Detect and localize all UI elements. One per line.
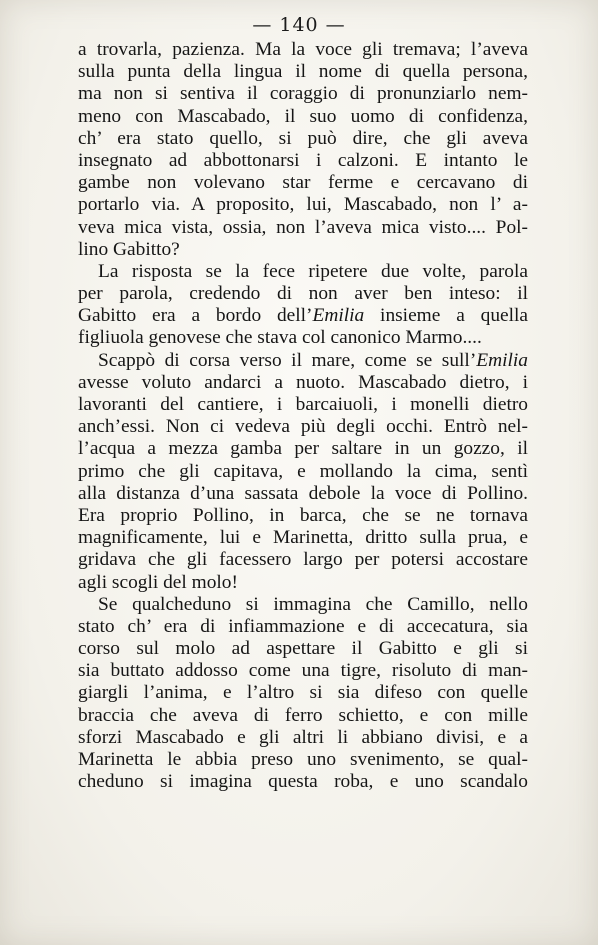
italic-title: Emilia	[312, 305, 365, 327]
text-line: veva mica vista, ossia, non l’aveva mica visto.... Pol-	[78, 216, 528, 238]
text-line: gambe non volevano star ferme e cercavano di	[78, 172, 528, 194]
text-line: insegnato ad abbottonarsi i calzoni. E intanto le	[78, 149, 528, 171]
text-segment: Gabitto era a bordo dell’	[78, 305, 313, 327]
text-line: magnificamente, lui e Marinetta, dritto sulla prua, e	[78, 527, 528, 549]
text-line: Se qualcheduno si immagina che Camillo, nello	[98, 593, 528, 615]
text-line: cheduno si imagina questa roba, e uno scandalo	[78, 771, 528, 793]
italic-title: Emilia	[476, 349, 528, 371]
text-line: lavoranti del cantiere, i barcaiuoli, i monelli dietro	[78, 394, 528, 415]
text-line: anch’essi. Non ci vedeva più degli occhi. Entrò nel-	[78, 416, 528, 438]
text-line: gridava che gli facessero largo per potersi accostare	[78, 549, 528, 571]
text-line: ch’ era stato quello, si può dire, che gli aveva	[78, 127, 528, 149]
text-line: sulla punta della lingua il nome di quella persona,	[78, 61, 528, 83]
text-line: l’acqua a mezza gamba per saltare in un gozzo, il	[78, 438, 528, 460]
text-line	[78, 350, 528, 372]
text-line: ma non si sentiva il coraggio di pronunziarlo nem-	[78, 83, 528, 105]
text-segment: insieme a quella	[364, 305, 529, 327]
text-line: Marinetta le abbia preso uno svenimento, se qual-	[78, 749, 528, 770]
text-line: per parola, credendo di non aver ben inteso: il	[78, 283, 528, 305]
body-text	[78, 39, 528, 793]
text-line: meno con Mascabado, il suo uomo di confidenza,	[78, 105, 528, 127]
text-line: giargli l’anima, e l’altro si sia difeso con quelle	[78, 682, 528, 704]
text-line: stato ch’ era di infiammazione e di accecatura, sia	[78, 615, 528, 637]
text-line: sforzi Mascabado e gli altri li abbiano divisi, e a	[78, 726, 528, 748]
text-line: lino Gabitto?	[78, 238, 180, 260]
text-line	[78, 305, 528, 327]
page-number: — 140 —	[252, 14, 346, 36]
text-line: figliuola genovese che stava col canonico Marmo....	[78, 327, 482, 349]
text-line: avesse voluto andarci a nuoto. Mascabado dietro, i	[78, 371, 528, 393]
text-line: Era proprio Pollino, in barca, che se ne tornava	[78, 504, 528, 526]
text-line: La risposta se la fece ripetere due volte, parola	[98, 260, 528, 282]
text-line: a trovarla, pazienza. Ma la voce gli tremava; l’aveva	[78, 39, 528, 60]
text-line: sia buttato addosso come una tigre, risoluto di man-	[78, 660, 528, 682]
text-line: alla distanza d’una sassata debole la voce di Pollino.	[78, 482, 528, 504]
text-line: braccia che aveva di ferro schietto, e con mille	[78, 704, 528, 726]
text-segment: Scappò di corsa verso il mare, come se sull’	[98, 349, 477, 371]
text-line: corso sul molo ad aspettare il Gabitto e gli si	[78, 638, 528, 660]
text-line: primo che gli capitava, e mollando la cima, sentì	[78, 460, 528, 482]
text-line: agli scogli del molo!	[78, 571, 238, 593]
text-line: portarlo via. A proposito, lui, Mascabado, non l’ a-	[78, 194, 528, 216]
